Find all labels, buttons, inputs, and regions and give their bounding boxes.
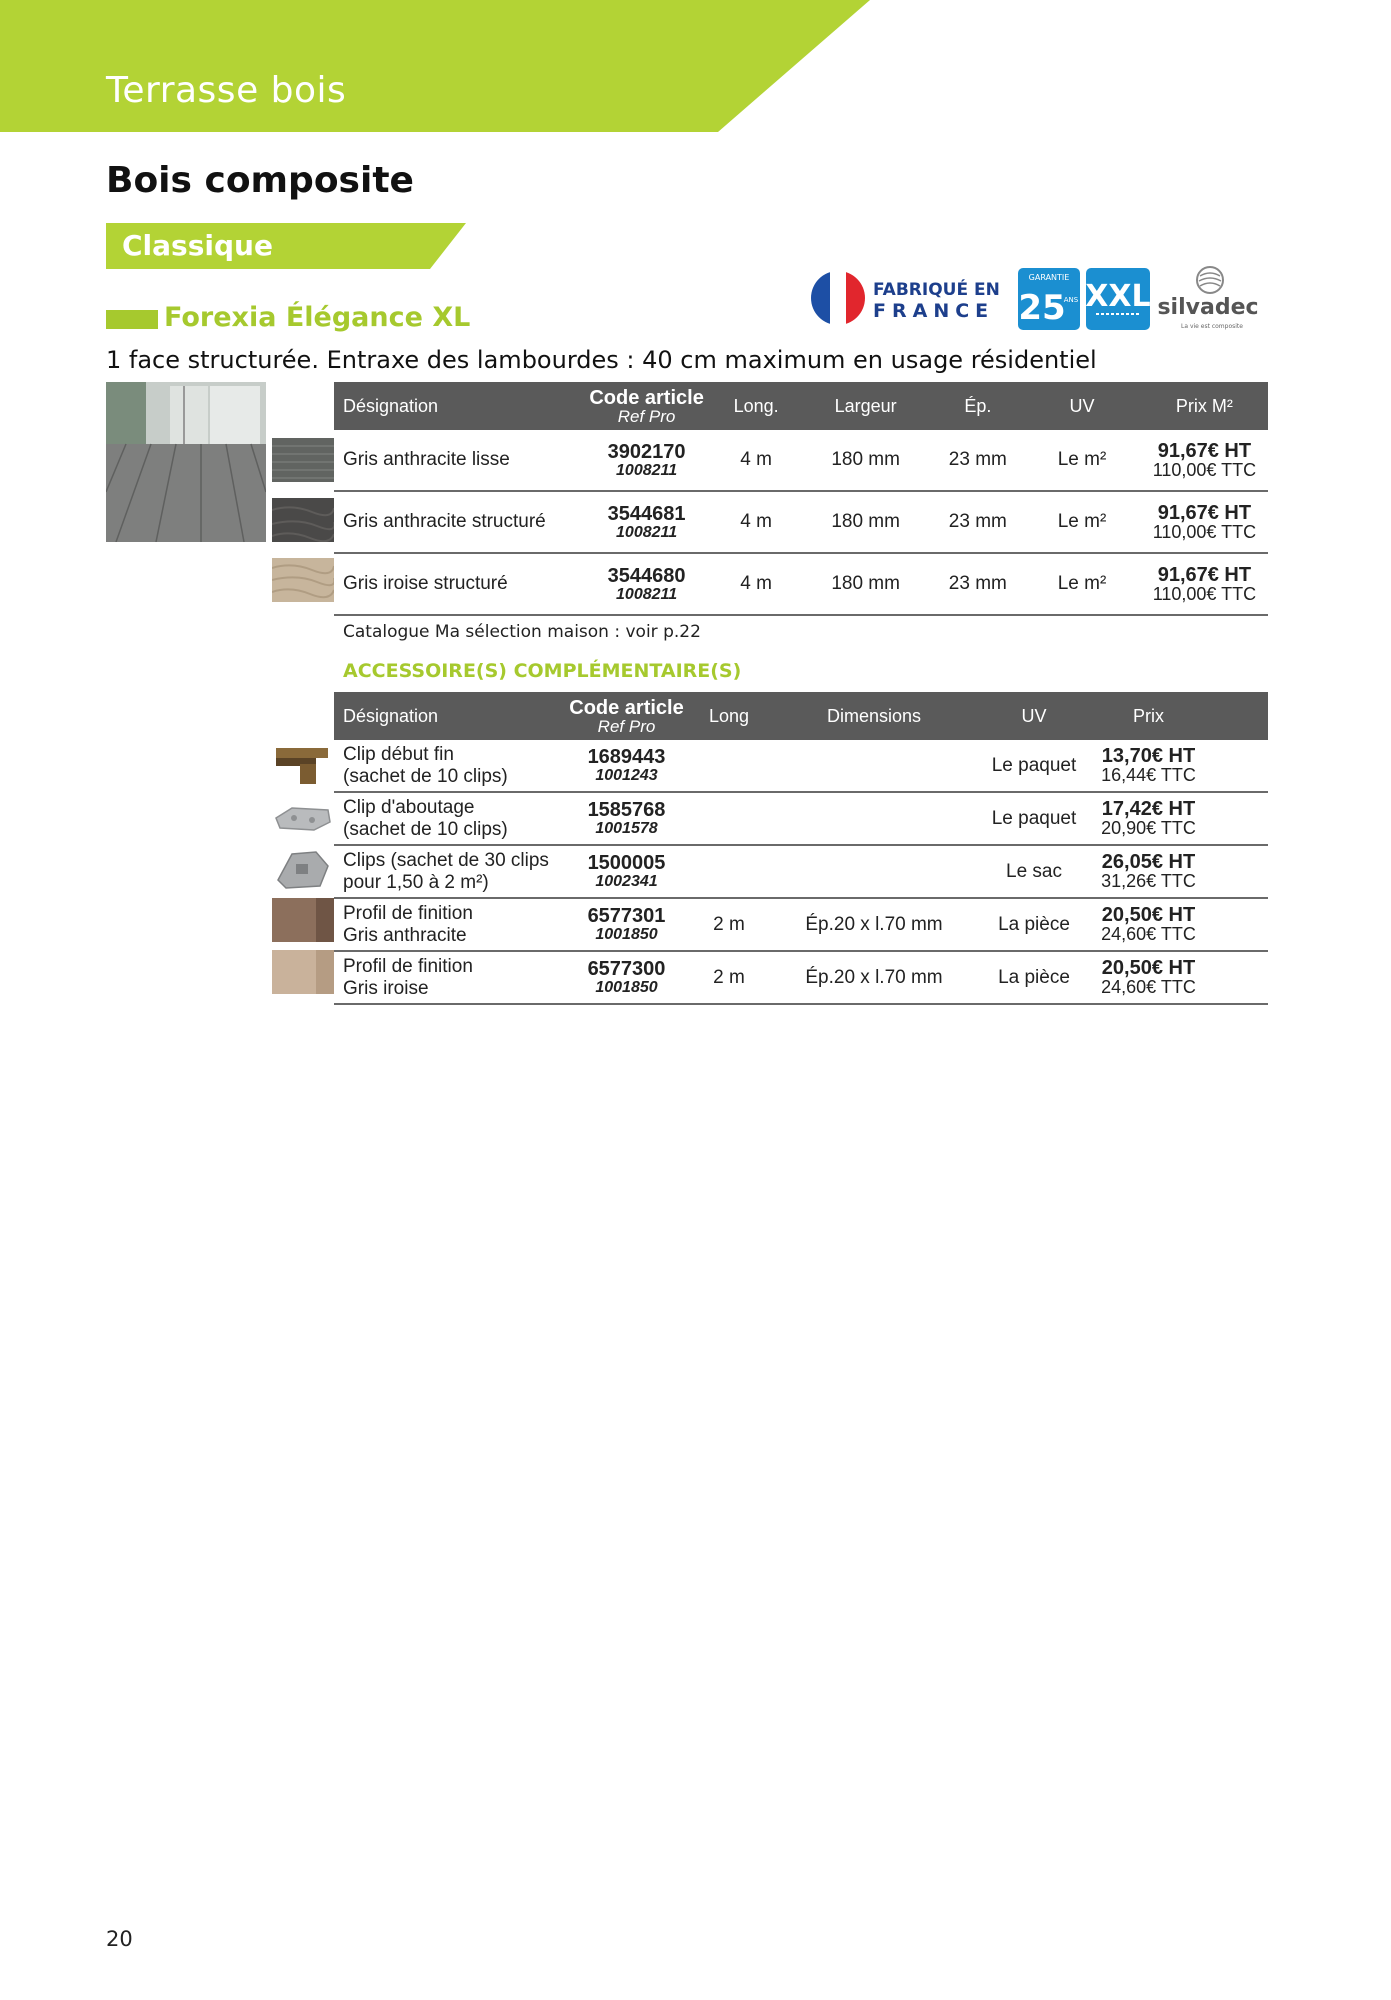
table-row xyxy=(334,792,1268,845)
th-code-label: Code article xyxy=(589,386,704,409)
cell-spacer xyxy=(1208,792,1268,845)
price-ht: 91,67€ HT xyxy=(1157,563,1252,586)
product-description: 1 face structurée. Entraxe des lambourdes : 40 cm maximum en usage résidentiel xyxy=(106,346,1097,374)
ref-value: 1001578 xyxy=(595,820,658,837)
th-code xyxy=(580,382,714,430)
cell-long xyxy=(689,845,769,898)
swatch-gris-anthracite-lisse xyxy=(272,438,334,482)
cell-prix xyxy=(1141,553,1268,615)
cell-long: 4 m xyxy=(713,491,798,553)
cell-designation: Gris anthracite lisse xyxy=(334,430,580,491)
price-ttc: 31,26€ TTC xyxy=(1101,871,1196,891)
cell-prix xyxy=(1141,430,1268,491)
th-ref-label: Ref Pro xyxy=(617,406,676,426)
designation-line1: Clip début fin xyxy=(343,743,454,765)
cell-long xyxy=(689,792,769,845)
clip-aboutage-image xyxy=(272,796,334,838)
xxl-text: XXL xyxy=(1085,279,1151,314)
th-code xyxy=(564,692,689,740)
price-ttc: 24,60€ TTC xyxy=(1101,977,1196,997)
page-title: Bois composite xyxy=(106,160,414,201)
cell-designation xyxy=(334,898,564,951)
cell-spacer xyxy=(1208,740,1268,792)
price-ht: 91,67€ HT xyxy=(1157,439,1252,462)
cell-prix xyxy=(1089,951,1208,1004)
th-designation: Désignation xyxy=(334,382,580,430)
cell-dimensions xyxy=(769,740,979,792)
designation-line1: Profil de finition xyxy=(343,955,473,977)
table-row xyxy=(334,898,1268,951)
code-value: 3902170 xyxy=(607,440,686,463)
cell-uv: La pièce xyxy=(979,951,1089,1004)
table-row xyxy=(334,740,1268,792)
price-ttc: 20,90€ TTC xyxy=(1101,818,1196,838)
silvadec-logo xyxy=(1157,267,1258,330)
accessories-heading: ACCESSOIRE(S) COMPLÉMENTAIRE(S) xyxy=(343,660,742,682)
table-row xyxy=(334,491,1268,553)
clips-sachet-image xyxy=(272,846,334,890)
cell-ep: 23 mm xyxy=(932,491,1023,553)
ref-value: 1001850 xyxy=(595,979,658,996)
ref-value: 1008211 xyxy=(616,585,678,603)
price-ht: 17,42€ HT xyxy=(1101,798,1196,820)
price-ht: 91,67€ HT xyxy=(1157,501,1252,524)
table-row xyxy=(334,951,1268,1004)
swatch-gris-anthracite-structure xyxy=(272,498,334,542)
price-ht: 26,05€ HT xyxy=(1101,851,1196,873)
section-title: Terrasse bois xyxy=(106,70,347,111)
th-ref-label: Ref Pro xyxy=(597,716,656,736)
profil-iroise-image xyxy=(272,950,334,994)
cell-largeur: 180 mm xyxy=(799,430,933,491)
warranty-badge xyxy=(1018,268,1080,330)
cell-designation xyxy=(334,845,564,898)
cell-dimensions xyxy=(769,792,979,845)
cell-spacer xyxy=(1208,845,1268,898)
code-value: 3544680 xyxy=(607,564,686,587)
designation-line2: (sachet de 10 clips) xyxy=(343,818,508,840)
swatch-gris-iroise-structure xyxy=(272,558,334,602)
ref-value: 1008211 xyxy=(616,461,678,479)
product-table-header xyxy=(334,382,1268,430)
cell-prix xyxy=(1089,792,1208,845)
price-ht: 20,50€ HT xyxy=(1101,904,1196,926)
th-spacer xyxy=(1208,692,1268,740)
cell-designation xyxy=(334,792,564,845)
cell-dimensions: Ép.20 x l.70 mm xyxy=(769,951,979,1004)
certification-logos xyxy=(806,262,1268,334)
xxl-badge xyxy=(1085,268,1150,330)
code-value: 1689443 xyxy=(587,746,666,768)
th-prix: Prix M² xyxy=(1141,382,1268,430)
cell-prix xyxy=(1141,491,1268,553)
cell-largeur: 180 mm xyxy=(799,553,933,615)
ref-value: 1002341 xyxy=(595,873,658,890)
brand-tagline: La vie est composite xyxy=(1181,323,1243,330)
price-ttc: 16,44€ TTC xyxy=(1101,765,1196,785)
product-photo xyxy=(106,382,266,542)
th-uv: UV xyxy=(1023,382,1141,430)
cell-long: 4 m xyxy=(713,553,798,615)
cell-code xyxy=(564,951,689,1004)
cell-designation xyxy=(334,951,564,1004)
france-flag-icon xyxy=(811,271,865,325)
garantie-years: 25 xyxy=(1018,288,1066,328)
ref-value: 1001243 xyxy=(595,767,658,784)
cell-uv: Le m² xyxy=(1023,491,1141,553)
table-row xyxy=(334,430,1268,491)
product-title: Forexia Élégance XL xyxy=(164,302,471,333)
cell-uv: Le m² xyxy=(1023,430,1141,491)
cell-dimensions xyxy=(769,845,979,898)
header-banner xyxy=(0,0,870,132)
cell-spacer xyxy=(1208,898,1268,951)
th-long: Long. xyxy=(713,382,798,430)
code-value: 1585768 xyxy=(587,799,666,821)
table-row xyxy=(334,845,1268,898)
designation-line2: (sachet de 10 clips) xyxy=(343,765,508,787)
cell-long: 2 m xyxy=(689,898,769,951)
price-ht: 13,70€ HT xyxy=(1101,745,1196,767)
cell-code xyxy=(564,792,689,845)
cell-code xyxy=(580,430,714,491)
designation-line1: Clip d'aboutage xyxy=(343,796,475,818)
cell-uv: Le paquet xyxy=(979,740,1089,792)
designation-line2: Gris iroise xyxy=(343,977,429,999)
cell-code xyxy=(580,553,714,615)
cell-designation: Gris iroise structuré xyxy=(334,553,580,615)
cell-prix xyxy=(1089,845,1208,898)
designation-line2: pour 1,50 à 2 m²) xyxy=(343,871,489,893)
code-value: 1500005 xyxy=(587,852,666,874)
fabrique-line2: FRANCE xyxy=(873,300,995,322)
profil-anthracite-image xyxy=(272,898,334,942)
price-ttc: 110,00€ TTC xyxy=(1152,521,1257,542)
cell-ep: 23 mm xyxy=(932,430,1023,491)
cell-uv: La pièce xyxy=(979,898,1089,951)
price-ttc: 24,60€ TTC xyxy=(1101,924,1196,944)
th-dimensions: Dimensions xyxy=(769,692,979,740)
designation-line1: Profil de finition xyxy=(343,902,473,924)
cell-spacer xyxy=(1208,951,1268,1004)
cell-code xyxy=(564,740,689,792)
th-code-label: Code article xyxy=(569,696,684,719)
brand-name: silvadec xyxy=(1157,295,1259,320)
price-ttc: 110,00€ TTC xyxy=(1152,583,1257,604)
cell-ep: 23 mm xyxy=(932,553,1023,615)
cell-prix xyxy=(1089,740,1208,792)
category-label: Classique xyxy=(122,229,273,262)
cell-uv: Le sac xyxy=(979,845,1089,898)
th-long: Long xyxy=(689,692,769,740)
product-marker xyxy=(106,310,158,329)
th-designation: Désignation xyxy=(334,692,564,740)
cell-code xyxy=(580,491,714,553)
fabrique-line1: FABRIQUÉ EN xyxy=(873,280,1000,300)
table-row xyxy=(334,553,1268,615)
cell-uv: Le paquet xyxy=(979,792,1089,845)
cell-long xyxy=(689,740,769,792)
code-value: 6577300 xyxy=(587,958,666,980)
cell-uv: Le m² xyxy=(1023,553,1141,615)
product-table xyxy=(334,382,1268,616)
designation-line2: Gris anthracite xyxy=(343,924,467,946)
th-ep: Ép. xyxy=(932,382,1023,430)
catalogue-note: Catalogue Ma sélection maison : voir p.22 xyxy=(343,622,701,642)
page-number: 20 xyxy=(106,1927,133,1951)
designation-line1: Clips (sachet de 30 clips xyxy=(343,849,549,871)
ref-value: 1001850 xyxy=(595,926,658,943)
cell-designation: Gris anthracite structuré xyxy=(334,491,580,553)
price-ht: 20,50€ HT xyxy=(1101,957,1196,979)
cell-largeur: 180 mm xyxy=(799,491,933,553)
garantie-unit: ANS xyxy=(1063,296,1079,304)
cell-designation xyxy=(334,740,564,792)
cell-prix xyxy=(1089,898,1208,951)
cell-dimensions: Ép.20 x l.70 mm xyxy=(769,898,979,951)
cell-code xyxy=(564,898,689,951)
th-largeur: Largeur xyxy=(799,382,933,430)
price-ttc: 110,00€ TTC xyxy=(1152,459,1257,480)
th-prix: Prix xyxy=(1089,692,1208,740)
th-uv: UV xyxy=(979,692,1089,740)
cell-long: 2 m xyxy=(689,951,769,1004)
cell-long: 4 m xyxy=(713,430,798,491)
clip-debut-fin-image xyxy=(272,744,334,786)
accessories-table-header xyxy=(334,692,1268,740)
ref-value: 1008211 xyxy=(616,523,678,541)
code-value: 3544681 xyxy=(607,502,686,525)
cell-code xyxy=(564,845,689,898)
code-value: 6577301 xyxy=(587,905,666,927)
garantie-label: GARANTIE xyxy=(1028,273,1070,282)
accessories-table xyxy=(334,692,1268,1005)
